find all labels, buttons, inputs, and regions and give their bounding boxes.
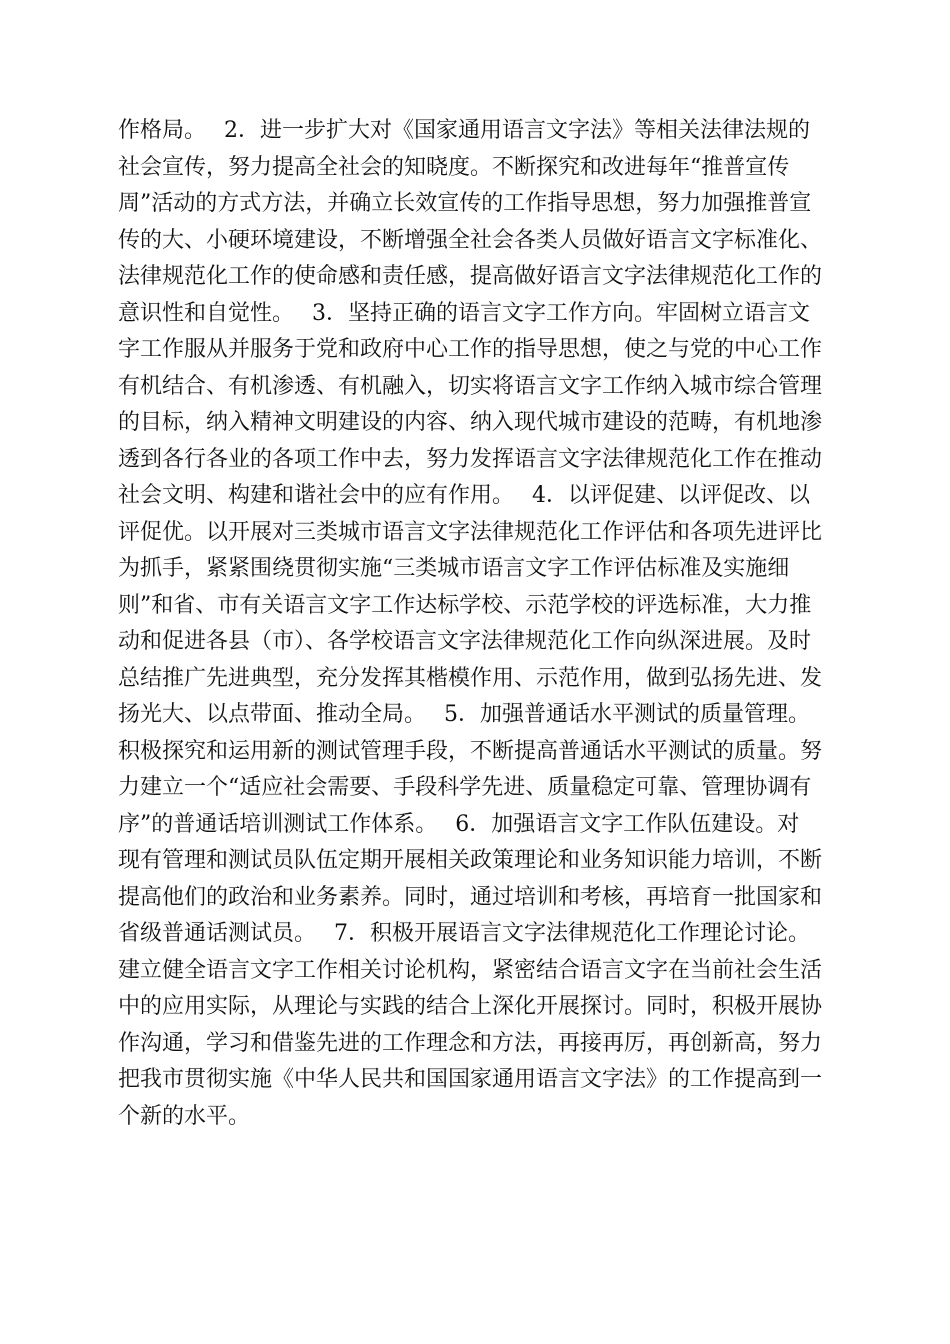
text-line: 建立健全语言文字工作相关讨论机构，紧密结合语言文字在当前社会生活	[118, 957, 823, 983]
text-line: 动和促进各县（市）、各学校语言文字法律规范化工作向纵深进展。及时	[118, 629, 812, 654]
body-text	[118, 113, 838, 1135]
text-line: 周”活动的方式方法，并确立长效宣传的工作指导思想，努力加强推普宣	[118, 191, 812, 216]
text-line: 透到各行各业的各项工作中去，努力发挥语言文字法律规范化工作在推动	[118, 446, 823, 472]
text-line: 有机结合、有机渗透、有机融入，切实将语言文字工作纳入城市综合管理	[118, 373, 823, 399]
text-line: 为抓手，紧紧围绕贯彻实施“三类城市语言文字工作评估标准及实施细	[118, 556, 790, 581]
text-line: 意识性和自觉性。 3．坚持正确的语言文字工作方向。牢固树立语言文	[118, 300, 810, 326]
text-line: 字工作服从并服务于党和政府中心工作的指导思想，使之与党的中心工作	[118, 337, 823, 362]
text-line: 个新的水平。	[118, 1103, 251, 1129]
text-line: 的目标，纳入精神文明建设的内容、纳入现代城市建设的范畴，有机地渗	[118, 410, 823, 435]
text-line: 序”的普通话培训测试工作体系。 6．加强语言文字工作队伍建设。对	[118, 811, 800, 837]
text-line: 则”和省、市有关语言文字工作达标学校、示范学校的评选标准，大力推	[118, 592, 812, 618]
text-line: 力建立一个“适应社会需要、手段科学先进、质量稳定可靠、管理协调有	[118, 775, 812, 800]
text-line: 社会宣传，努力提高全社会的知晓度。不断探究和改进每年“推普宣传	[118, 154, 790, 180]
text-line: 中的应用实际，从理论与实践的结合上深化开展探讨。同时，积极开展协	[118, 994, 823, 1019]
text-line: 积极探究和运用新的测试管理手段，不断提高普通话水平测试的质量。努	[118, 738, 823, 764]
text-line: 传的大、小硬环境建设，不断增强全社会各类人员做好语言文字标准化、	[118, 227, 823, 253]
text-line: 现有管理和测试员队伍定期开展相关政策理论和业务知识能力培训，不断	[118, 848, 823, 873]
text-line: 作格局。 2．进一步扩大对《国家通用语言文字法》等相关法律法规的	[118, 118, 810, 143]
text-line: 作沟通，学习和借鉴先进的工作理念和方法，再接再厉，再创新高，努力	[118, 1030, 823, 1056]
text-line: 法律规范化工作的使命感和责任感，提高做好语言文字法律规范化工作的	[118, 264, 823, 289]
text-line: 提高他们的政治和业务素养。同时，通过培训和考核，再培育一批国家和	[118, 884, 823, 910]
text-line: 把我市贯彻实施《中华人民共和国国家通用语言文字法》的工作提高到一	[118, 1067, 823, 1092]
text-line: 省级普通话测试员。 7．积极开展语言文字法律规范化工作理论讨论。	[118, 921, 810, 946]
text-line: 总结推广先进典型，充分发挥其楷模作用、示范作用，做到弘扬先进、发	[118, 665, 823, 691]
text-line: 社会文明、构建和谐社会中的应有作用。 4．以评促建、以评促改、以	[118, 483, 810, 508]
text-line: 评促优。以开展对三类城市语言文字法律规范化工作评估和各项先进评比	[118, 519, 823, 545]
text-line: 扬光大、以点带面、推动全局。 5．加强普通话水平测试的质量管理。	[118, 702, 810, 727]
